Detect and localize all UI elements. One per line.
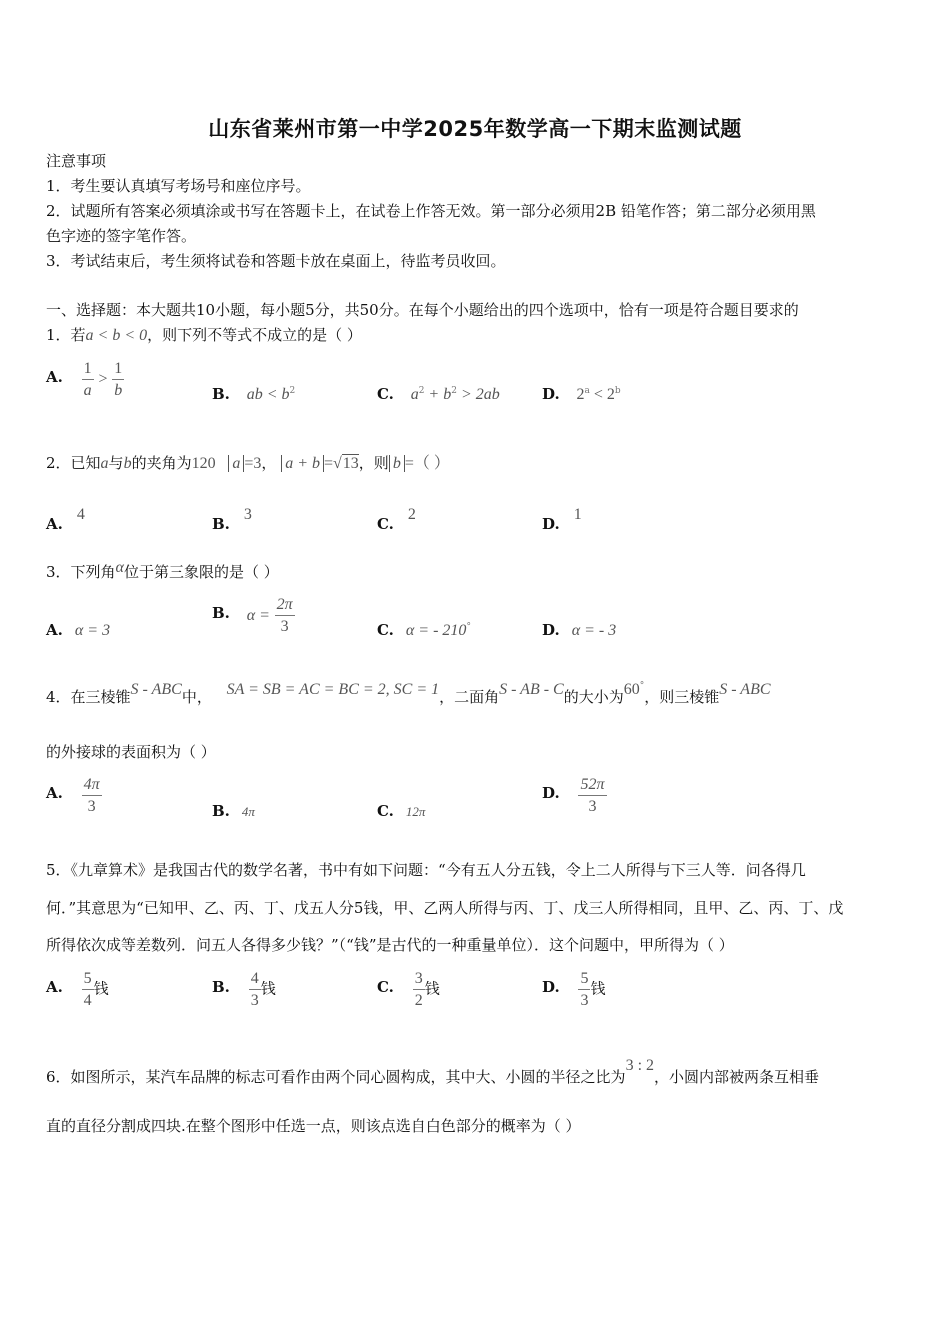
notice-item: 1．考生要认真填写考场号和座位序号。 [46, 177, 311, 195]
q1-option-a[interactable]: A. $\frac{1}{a}$ > $\frac{1}{b}$ [46, 360, 123, 399]
question-3-stem: 3．下列角α位于第三象限的是（ ） [46, 559, 279, 581]
q1-option-b[interactable]: B. ab < $b^2$ [212, 385, 296, 403]
question-5-stem: 所得依次成等差数列．问五人各得多少钱？”（“钱”是古代的一种重量单位）．这个问题中，甲所得为（ ） [46, 936, 734, 954]
question-5-stem: 何．”其意思为“已知甲、乙、丙、丁、戊五人分5钱，甲、乙两人所得与丙、丁、戊三人所得相同，且甲、乙、丙、丁、戊 [46, 899, 844, 917]
q2-option-c[interactable]: C.2 [377, 506, 416, 533]
q3-option-b[interactable]: B. α = $\frac{2\pi}{3}$ [212, 596, 293, 635]
q3-option-c[interactable]: C. α = - 210° [377, 621, 471, 639]
notice-item: 色字迹的签字笔作答。 [46, 227, 197, 245]
q2-option-d[interactable]: D.1 [542, 506, 582, 533]
q2-option-b[interactable]: B.3 [212, 506, 252, 533]
q3-option-d[interactable]: D. α = - 3 [542, 621, 617, 639]
notice-item: 2．试题所有答案必须填涂或书写在答题卡上，在试卷上作答无效。第一部分必须用2B 铅笔作答；第二部分必须用黑 [46, 202, 816, 220]
notice-item: 3．考试结束后，考生须将试卷和答题卡放在桌面上，待监考员收回。 [46, 252, 506, 270]
question-6-stem-cont: 直的直径分割成四块.在整个图形中任选一点，则该点选自白色部分的概率为（ ） [46, 1117, 581, 1135]
q5-option-a[interactable]: A. $\frac{5}{4}$ 钱 [46, 970, 109, 1009]
question-1-stem: 1．若a < b < 0，则下列不等式不成立的是（ ） [46, 326, 362, 344]
q1-option-d[interactable]: D. $2^a < 2^b$ [542, 385, 621, 403]
q4-option-a[interactable]: A. $\frac{4\pi}{3}$ [46, 776, 100, 815]
question-6-stem: 6．如图所示，某汽车品牌的标志可看作由两个同心圆构成，其中大、小圆的半径之比为3 : 2，小圆内部被两条互相垂 [46, 1057, 820, 1086]
q2-option-a[interactable]: A.4 [46, 506, 85, 533]
question-5-stem: 5．《九章算术》是我国古代的数学名著，书中有如下问题：“今有五人分五钱，令上二人所得与下三人等．问各得几 [46, 861, 806, 879]
q5-option-c[interactable]: C. $\frac{3}{2}$ 钱 [377, 970, 440, 1009]
q4-option-c[interactable]: C. 12π [377, 802, 426, 820]
notice-heading: 注意事项 [46, 152, 107, 170]
q4-option-d[interactable]: D. $\frac{52\pi}{3}$ [542, 776, 605, 815]
q4-option-b[interactable]: B. 4π [212, 802, 255, 820]
page-title: 山东省莱州市第一中学2025年数学高一下期末监测试题 [208, 117, 742, 141]
q3-option-a[interactable]: A. α = 3 [46, 621, 111, 639]
section-heading: 一、选择题：本大题共10小题，每小题5分，共50分。在每个小题给出的四个选项中，恰有一项是符合题目要求的 [46, 301, 799, 319]
q5-option-b[interactable]: B. $\frac{4}{3}$ 钱 [212, 970, 276, 1009]
question-2-stem: 2．已知a与b的夹角为120 a =3， a + b =√13，则 b =（ ） [46, 454, 450, 472]
question-4-stem-cont: 的外接球的表面积为（ ） [46, 743, 216, 761]
q1-option-c[interactable]: C. $a^2 + b^2 > 2ab$ [377, 385, 500, 403]
question-4-stem: 4．在三棱锥S - ABC中， SA = SB = AC = BC = 2, SC = 1，二面角S - AB - C的大小为60°，则三棱锥S - ABC [46, 681, 771, 706]
q5-option-d[interactable]: D. $\frac{5}{3}$ 钱 [542, 970, 606, 1009]
